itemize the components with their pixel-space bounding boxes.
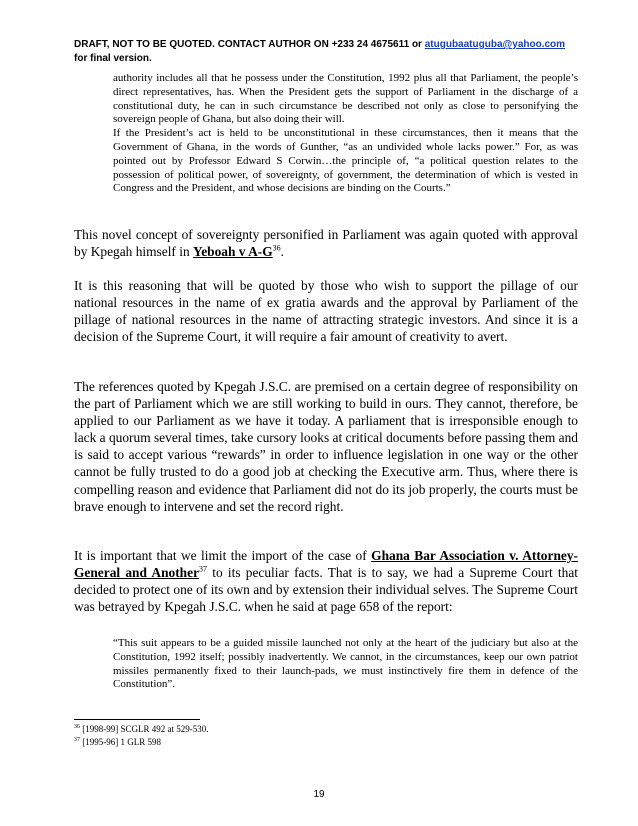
header-notice: DRAFT, NOT TO BE QUOTED. CONTACT AUTHOR ON +233 24 4675611 or	[74, 39, 425, 50]
body-paragraph: This novel concept of sovereignty personified in Parliament was again quoted with approval by Kpegah himself in Yeboah v $A-G^{36}$.	[74, 227, 578, 260]
footnote-separator	[74, 719, 200, 720]
footnote-ref[interactable]: 36	[272, 243, 281, 253]
body-paragraph: It is this reasoning that will be quoted by those who wish to support the pillage of our national resources in the name of ex gratia awards and the approval by Parliament of the pillage of national resources in the name of attracting strategic investors. And since it is a decision of the Supreme Court, it will require a fair amount of creativity to avert.	[74, 278, 578, 345]
block-quote-2: “This suit appears to be a guided missile launched not only at the heart of the judiciary but also at the Constitution, 1992 itself; possibly inadvertently. We cannot, in the circumstances, keep our own patriot missiles permanently fixed to their launch-pads, we must instinctively fire them in defence of the Constitution”.	[113, 637, 578, 691]
case-citation: Ghana Bar Association v. Attorney-General and Another	[74, 548, 578, 581]
header-line-1	[74, 38, 574, 52]
quote-paragraph: If the President’s act is held to be unconstitutional in these circumstances, then it means that the Government of Ghana, in the words of Gunther, “as an undivided whole lacks power.” For, as was pointed out by Professor Edward S Corwin…the principle of, “a political question relates to the possession of political power, of sovereignty, of government, the determination of which is vested in Congress and the President, and whose decisions are binding on the Courts.”	[113, 127, 578, 195]
header-line-2: for final version.	[74, 53, 152, 64]
draft-header	[74, 38, 574, 66]
quote-paragraph: authority includes all that he possess under the Constitution, 1992 plus all that Parliament, the people’s direct representatives, has. When the President gets the support of Parliament in the discharge of a constitutional duty, he can in such circumstance be described not only as close to personifying the sovereign people of Ghana, but also doing their will.	[113, 72, 578, 126]
body-paragraph: It is important that we limit the import of the case of Ghana Bar Association v. Attorney-General and Another$^{37}$ to its peculiar facts. That is to say, we had a Supreme Court that decided to protect one of its own and by extension their individual selves. The Supreme Court was betrayed by Kpegah J.S.C. when he said at page 658 of the report:	[74, 548, 578, 615]
footnote: $^{37}$ [1995-96] 1 GLR 598	[74, 737, 161, 747]
page-number: 19	[313, 789, 325, 800]
body-paragraph: The references quoted by Kpegah J.S.C. are premised on a certain degree of responsibility on the part of Parliament which we are still working to build in ours. They cannot, therefore, be applied to our Parliament as we have it today. A parliament that is irresponsible enough to lack a quorum several times, take cursory looks at critical documents before passing them and is said to accept various “rewards” in order to influence legislation in one way or the other cannot be fully trusted to do a good job at checking the Executive arm. Thus, where there is compelling reason and evidence that Parliament did not do its job properly, the courts must be brave enough to intervene and set the record right.	[74, 379, 578, 514]
case-citation: Yeboah v A-G	[193, 244, 273, 260]
author-email-link[interactable]: atugubaatuguba@yahoo.com	[424, 39, 566, 50]
block-quote-1	[113, 72, 578, 196]
footnote: $^{36}$ [1998-99] SCGLR 492 at 529-530.	[74, 724, 209, 734]
footnote-ref[interactable]: 37	[199, 564, 208, 574]
